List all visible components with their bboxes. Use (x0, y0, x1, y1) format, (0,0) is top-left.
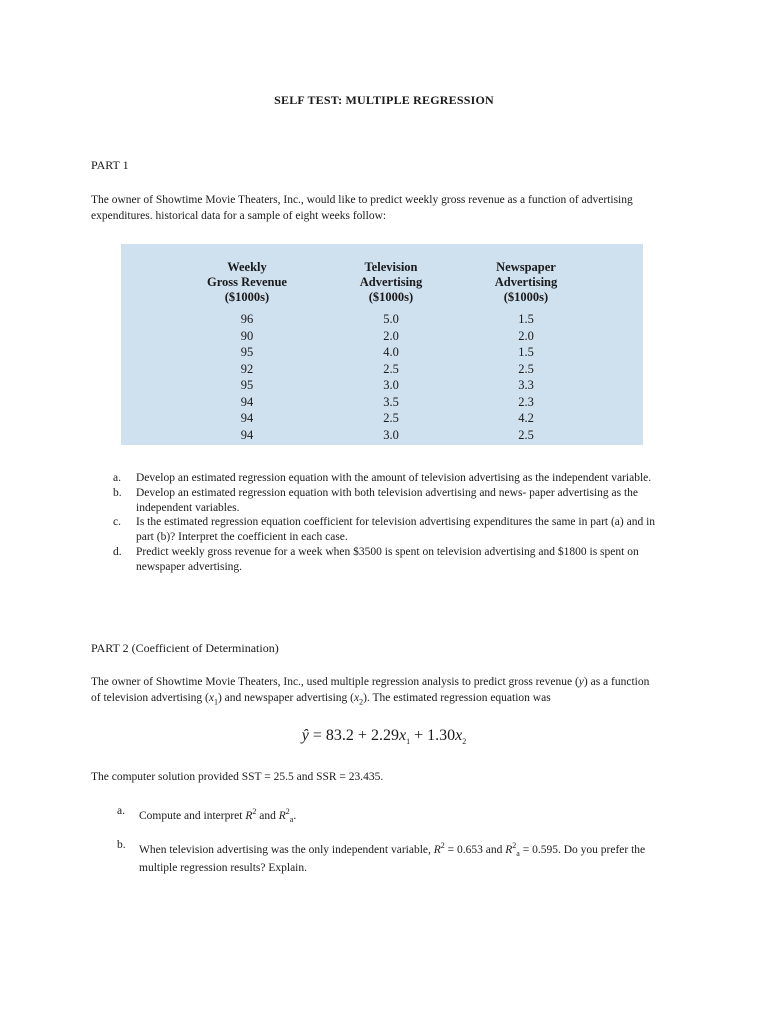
x2-var: x (455, 727, 463, 744)
part1-intro: The owner of Showtime Movie Theaters, Inc., would like to predict weekly gross revenue as a function of advertising expenditures. historical data for a sample of eight weeks follow: (91, 194, 633, 222)
part2-question-b (117, 838, 677, 876)
r-var: R (505, 843, 513, 856)
text: and (256, 809, 279, 822)
table-cell: 2.0 (383, 328, 399, 343)
table-cell: 96 (240, 312, 254, 326)
table-cell: 3.5 (383, 394, 399, 409)
question-text: Predict weekly gross revenue for a week when $3500 is spent on television advertising and $1800 is spent on newspaper advertising. (136, 545, 639, 573)
regression-equation (0, 727, 768, 746)
table-cell: 94 (240, 427, 254, 442)
table-cell: 2.5 (383, 361, 399, 376)
question-item (113, 545, 673, 575)
data-table (121, 244, 643, 445)
subscript: 1 (406, 737, 411, 747)
question-text (139, 804, 677, 827)
question-text (139, 838, 677, 876)
text: . (293, 809, 297, 822)
intro-text: The owner of Showtime Movie Theaters, Inc., used multiple regression analysis to predict gross revenue ( (91, 676, 579, 688)
question-letter: d. (113, 545, 122, 558)
header-line: Advertising (359, 275, 423, 289)
question-letter: b. (117, 839, 126, 851)
television-header (341, 260, 441, 312)
table-cell: 90 (240, 328, 254, 343)
table-cell: 94 (240, 411, 254, 425)
question-item (113, 515, 673, 545)
question-letter: a. (113, 472, 121, 484)
r-var: R (433, 843, 441, 856)
subscript: a (289, 815, 294, 825)
table-cell: 4.2 (518, 411, 534, 425)
page-title: SELF TEST: MULTIPLE REGRESSION (274, 93, 494, 107)
part2-question-a (117, 804, 677, 827)
table-cell: 5.0 (383, 312, 399, 326)
table-cell: 2.5 (518, 427, 534, 442)
computer-solution: The computer solution provided SST = 25.5 and SSR = 23.435. (91, 771, 384, 783)
question-letter: a. (117, 805, 125, 817)
revenue-header (192, 260, 302, 312)
table-cell: 3.0 (383, 378, 399, 392)
television-column (341, 260, 441, 443)
x1-var: x (208, 692, 214, 704)
part2-heading: PART 2 (Coefficient of Determination) (91, 641, 279, 655)
question-letter: b. (113, 486, 122, 499)
header-line: ($1000s) (503, 290, 549, 304)
subscript: 2 (359, 697, 364, 707)
table-cell: 2.0 (518, 328, 534, 343)
question-item (113, 486, 673, 516)
question-text: Develop an estimated regression equation with both television advertising and news- paper advertising as the independent variables. (136, 486, 639, 514)
intro-text: ) as a function of television advertising ( (91, 676, 650, 704)
superscript: 2 (252, 807, 257, 816)
subscript: 2 (462, 737, 467, 747)
part1-heading: PART 1 (91, 158, 129, 172)
table-cell: 4.0 (383, 345, 399, 359)
table-cell: 2.5 (383, 411, 399, 425)
superscript: 2 (285, 807, 290, 816)
r-var: R (245, 809, 253, 822)
part2-intro (91, 674, 651, 710)
x1-var: x (398, 727, 407, 744)
superscript: 2 (512, 841, 517, 850)
text: When television advertising was the only independent variable, (139, 843, 431, 856)
superscript: 2 (440, 841, 445, 850)
equation-text: + 1.30 (410, 727, 456, 744)
question-letter: c. (113, 516, 121, 529)
table-cell: 3.0 (383, 427, 399, 442)
intro-text: ). The estimated regression equation was (363, 692, 551, 704)
table-cell: 95 (240, 378, 254, 392)
intro-text: ) and newspaper advertising ( (217, 692, 355, 704)
subscript: a (516, 849, 520, 859)
y-var: y (578, 676, 584, 688)
newspaper-header (471, 260, 581, 312)
header-line: Gross Revenue (207, 275, 287, 289)
header-line: ($1000s) (224, 290, 270, 304)
header-line: Newspaper (496, 260, 556, 274)
y-hat: ŷ (301, 727, 309, 744)
subscript: 1 (213, 697, 218, 707)
newspaper-column (471, 260, 581, 443)
equation-text: = 83.2 + 2.29 (308, 727, 399, 744)
header-line: Television (364, 260, 418, 274)
question-item (113, 471, 673, 486)
revenue-column (192, 260, 302, 443)
table-cell: 2.5 (518, 361, 534, 376)
text: = 0.595. Do you prefer the multiple regression results? Explain. (139, 843, 646, 875)
table-cell: 95 (240, 345, 254, 359)
table-cell: 92 (240, 361, 254, 376)
text: = 0.653 and (444, 843, 506, 856)
r-var: R (278, 809, 286, 822)
text: Compute and interpret (139, 809, 243, 822)
header-line: ($1000s) (368, 290, 414, 304)
header-line: Advertising (494, 275, 558, 289)
x2-var: x (354, 692, 360, 704)
question-text: Develop an estimated regression equation with the amount of television advertising as the independent variable. (136, 472, 652, 484)
table-cell: 2.3 (518, 394, 534, 409)
table-cell: 1.5 (518, 312, 534, 326)
table-cell: 3.3 (518, 378, 534, 392)
table-cell: 1.5 (518, 345, 534, 359)
part1-question-list (113, 471, 673, 575)
header-line: Weekly (227, 260, 267, 274)
table-cell: 94 (240, 394, 254, 409)
question-text: Is the estimated regression equation coefficient for television advertising expenditures the same in part (a) and in part (b)? Interpret the coefficient in each case. (136, 516, 656, 544)
